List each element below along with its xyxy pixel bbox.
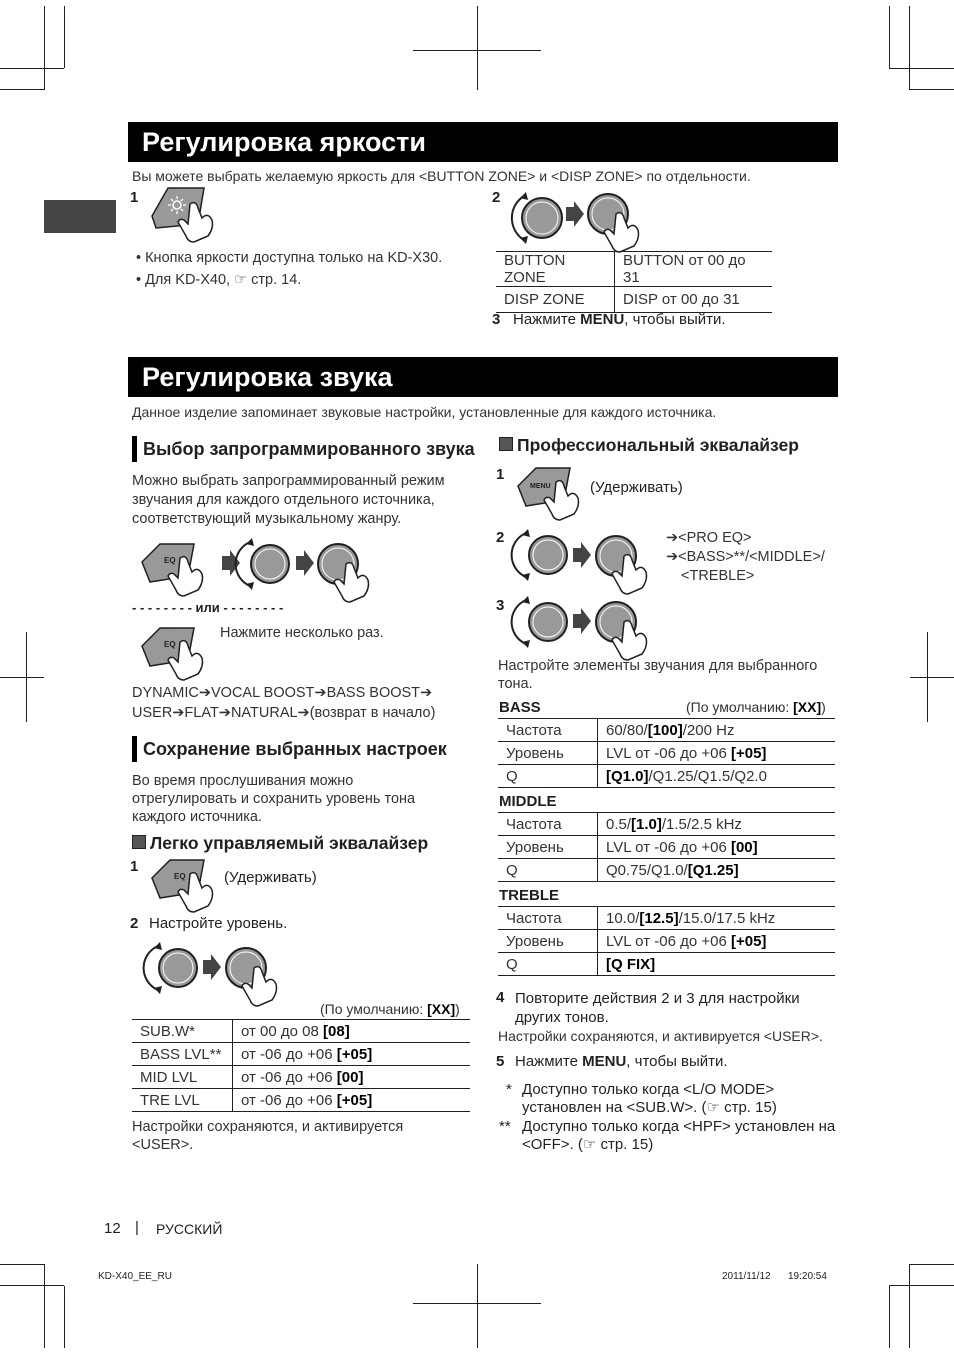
footnote-1-mark: *	[506, 1081, 512, 1098]
table-row: Q Q0.75/Q1.0/[Q1.25]	[498, 859, 835, 882]
brightness-note2: • Для KD-X40, ☞ стр. 14.	[136, 272, 302, 288]
brightness-step1-num: 1	[130, 189, 139, 206]
arrow-icon	[573, 608, 593, 634]
brightness-intro: Вы можете выбрать желаемую яркость для <BUTTON ZONE> и <DISP ZONE> по отдельности.	[132, 168, 751, 184]
pro-eq-middle-label: MIDDLE	[499, 793, 557, 810]
table-row: BASS LVL** от -06 до +06 [+05]	[132, 1043, 470, 1066]
table-row: TRE LVL от -06 до +06 [+05]	[132, 1089, 470, 1112]
control-knob-turn-icon	[222, 946, 292, 1006]
pro-eq-adjust-text: Настройте элементы звучания для выбранного тона.	[498, 658, 818, 692]
brightness-button-icon	[146, 184, 226, 244]
eq-button-icon	[138, 540, 218, 596]
control-knob-turn-icon	[594, 600, 664, 660]
control-knob-turn-icon	[514, 594, 574, 650]
brightness-step2-num: 2	[492, 189, 501, 206]
arrow-icon	[566, 201, 586, 227]
table-row: Q [Q FIX]	[498, 953, 835, 976]
arrow-right-icon: ➔	[666, 530, 679, 546]
footnote-2-mark: **	[499, 1118, 511, 1135]
footer-language: РУССКИЙ	[156, 1221, 223, 1237]
table-row: MID LVL от -06 до +06 [00]	[132, 1066, 470, 1089]
square-bullet-icon	[499, 437, 513, 451]
footer-time: 19:20:54	[788, 1271, 827, 1282]
footer-code: KD-X40_EE_RU	[98, 1271, 172, 1282]
preset-sequence-line1: DYNAMIC➔VOCAL BOOST➔BASS BOOST➔	[132, 685, 433, 701]
easy-eq-step2-num: 2	[130, 915, 139, 932]
pro-eq-middle-table	[498, 812, 835, 882]
footnote-2: Доступно только когда <HPF> установлен на <OFF>. (☞ стр. 15)	[522, 1118, 836, 1153]
footnote-1: Доступно только когда <L/O MODE> установлен на <SUB.W>. (☞ стр. 15)	[522, 1081, 777, 1116]
brightness-step3-text: Нажмите MENU, чтобы выйти.	[513, 311, 726, 328]
pro-eq-treble-label: TREBLE	[499, 887, 559, 904]
easy-eq-heading: Легко управляемый эквалайзер	[132, 832, 428, 854]
arrow-right-icon: ➔	[666, 549, 679, 565]
arrow-icon	[203, 954, 223, 980]
pro-eq-step5-text: Нажмите MENU, чтобы выйти.	[515, 1053, 728, 1070]
arrow-icon	[573, 542, 593, 568]
svg-text:EQ: EQ	[164, 640, 176, 649]
svg-text:EQ: EQ	[174, 872, 186, 881]
pro-eq-bass-label: BASS	[499, 699, 541, 716]
table-row: Q [Q1.0]/Q1.25/Q1.5/Q2.0	[498, 765, 835, 788]
control-knob-turn-icon	[146, 940, 206, 996]
table-row: Уровень LVL от -06 до +06 [00]	[498, 836, 835, 859]
brightness-note1: • Кнопка яркости доступна только на KD-X30.	[136, 250, 443, 266]
pro-eq-step4-num: 4	[496, 989, 505, 1006]
page-number: 12	[104, 1220, 121, 1237]
easy-eq-hold: (Удерживать)	[224, 869, 317, 886]
footer-separator: |	[135, 1219, 139, 1236]
control-knob-press-icon	[316, 542, 386, 602]
eq-button-icon	[148, 856, 228, 912]
easy-eq-default-note: (По умолчанию: [XX])	[320, 1001, 460, 1017]
control-knob-turn-icon	[514, 527, 574, 583]
pro-eq-bass-table	[498, 718, 835, 788]
pro-eq-step5-num: 5	[496, 1053, 505, 1070]
pro-eq-hold: (Удерживать)	[590, 479, 683, 496]
table-row: Уровень LVL от -06 до +06 [+05]	[498, 742, 835, 765]
brightness-zone-table	[496, 251, 772, 313]
svg-text:MENU: MENU	[530, 483, 551, 490]
arrow-icon	[296, 550, 316, 576]
preset-sound-text: Можно выбрать запрограммированный режим звучания для каждого отдельного источника, соответствующий музыкальному жанру.	[132, 473, 445, 527]
easy-eq-saved-note: Настройки сохраняются, и активируется <USER>.	[132, 1119, 404, 1153]
table-row: DISP ZONE DISP от 00 до 31	[496, 287, 772, 313]
pro-eq-step1-num: 1	[496, 466, 505, 483]
pro-eq-treble-table	[498, 906, 835, 976]
svg-text:EQ: EQ	[164, 556, 176, 565]
press-repeatedly: Нажмите несколько раз.	[220, 625, 384, 641]
sound-intro: Данное изделие запоминает звуковые настройки, установленные для каждого источника.	[132, 404, 717, 420]
footer-date: 2011/11/12	[722, 1271, 771, 1282]
save-settings-heading: Сохранение выбранных настроек	[132, 736, 483, 762]
side-tab	[44, 200, 116, 233]
preset-sequence-line2: USER➔FLAT➔NATURAL➔(возврат в начало)	[132, 705, 436, 721]
pro-eq-saved-note: Настройки сохраняются, и активируется <USER>.	[498, 1028, 823, 1044]
easy-eq-step1-num: 1	[130, 858, 139, 875]
menu-button-icon	[514, 464, 594, 520]
or-divider: - - - - - - - - или - - - - - - - -	[132, 600, 284, 615]
pro-eq-step3-num: 3	[496, 597, 505, 614]
table-row: Частота 10.0/[12.5]/15.0/17.5 kHz	[498, 907, 835, 930]
table-row: Частота 60/80/[100]/200 Hz	[498, 719, 835, 742]
pro-eq-step2-num: 2	[496, 529, 505, 546]
sound-title: Регулировка звука	[128, 357, 838, 397]
pro-eq-menu-path: ➔<PRO EQ> ➔<BASS>**/<MIDDLE>/ <TREBLE>	[666, 530, 825, 584]
easy-eq-step2-text: Настройте уровень.	[149, 915, 288, 932]
brightness-title: Регулировка яркости	[128, 122, 838, 162]
control-knob-press-icon	[594, 534, 664, 594]
control-knob-turn-icon	[238, 536, 298, 592]
pro-eq-heading: Профессиональный эквалайзер	[499, 434, 799, 456]
square-bullet-icon	[132, 835, 146, 849]
table-row: BUTTON ZONE BUTTON от 00 до 31	[496, 252, 772, 287]
eq-button-icon	[138, 624, 218, 680]
brightness-step3-num: 3	[492, 311, 501, 328]
preset-sound-heading: Выбор запрограммированного звука	[132, 436, 483, 462]
pro-eq-step4-text: Повторите действия 2 и 3 для настройки других тонов.	[515, 990, 800, 1026]
easy-eq-table	[132, 1019, 470, 1112]
table-row: SUB.W* от 00 до 08 [08]	[132, 1020, 470, 1043]
table-row: Уровень LVL от -06 до +06 [+05]	[498, 930, 835, 953]
save-settings-text: Во время прослушивания можно отрегулировать и сохранить уровень тона каждого источника.	[132, 773, 416, 825]
table-row: Частота 0.5/[1.0]/1.5/2.5 kHz	[498, 813, 835, 836]
pro-eq-default-note: (По умолчанию: [XX])	[686, 699, 826, 715]
brightness-control-knob-press-icon	[586, 192, 656, 252]
